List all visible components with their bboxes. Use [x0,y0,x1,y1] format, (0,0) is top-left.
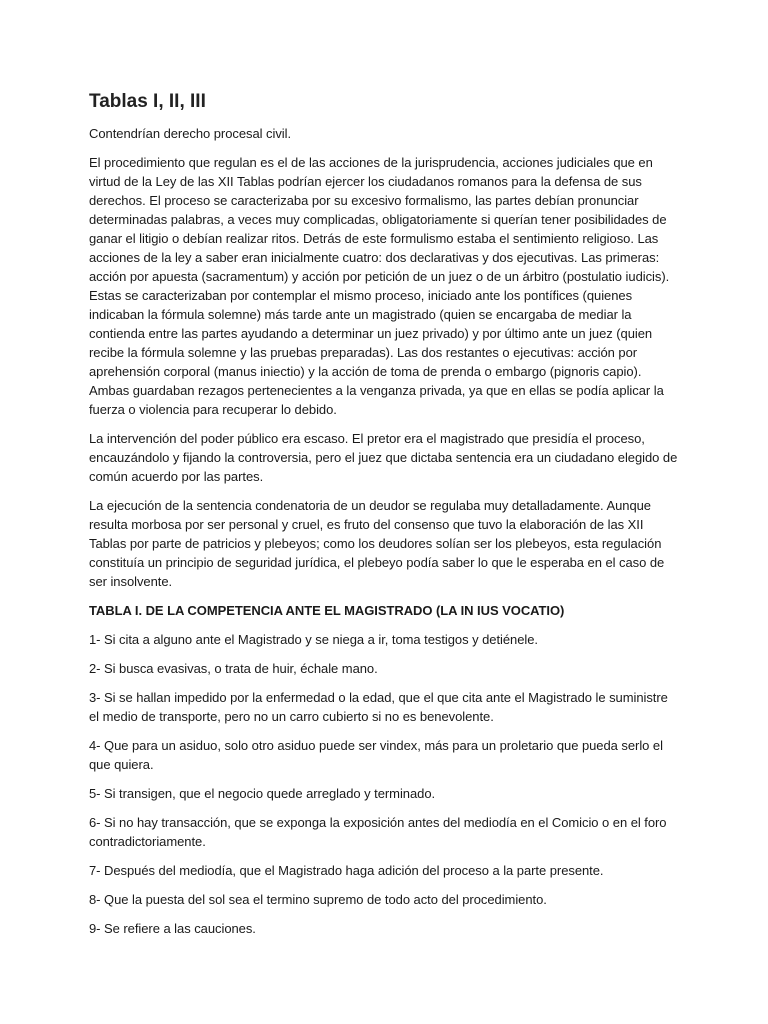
list-item: 1- Si cita a alguno ante el Magistrado y se niega a ir, toma testigos y detiénele. [89,632,538,647]
paragraph-intro: Contendrían derecho procesal civil. [89,126,292,141]
list-item: 4- Que para un asiduo, solo otro asiduo puede ser vindex, más para un proletario que pueda serlo el que quiera. [89,738,663,772]
list-item: 9- Se refiere a las cauciones. [89,921,256,936]
paragraph-execution: La ejecución de la sentencia condenatoria de un deudor se regulaba muy detalladamente. Aunque resulta morbosa por ser personal y cruel, es fruto del consenso que tuvo la elaboración de las XII Tablas por parte de patricios y plebeyos; como los deudores solían ser los plebeyos, esta regulación constituía un principio de seguridad jurídica, el plebeyo podía saber lo que le esperaba en el caso de ser insolvente. [89,498,665,589]
list-item: 6- Si no hay transacción, que se exponga la exposición antes del mediodía en el Comicio o en el foro contradictoriamente. [89,815,667,849]
list-item: 8- Que la puesta del sol sea el termino supremo de todo acto del procedimiento. [89,892,547,907]
paragraph-public-power: La intervención del poder público era escaso. El pretor era el magistrado que presidía el proceso, encauzándolo y fijando la controversia, pero el juez que dictaba sentencia era un ciudadano elegido de común acuerdo por las partes. [89,431,678,484]
list-item: 3- Si se hallan impedido por la enfermedad o la edad, que el que cita ante el Magistrado le suministre el medio de transporte, pero no un carro cubierto si no es benevolente. [89,690,668,724]
section-heading: TABLA I. DE LA COMPETENCIA ANTE EL MAGISTRADO (LA IN IUS VOCATIO) [89,603,565,618]
paragraph-procedure: El procedimiento que regulan es el de las acciones de la jurisprudencia, acciones judiciales que en virtud de la Ley de las XII Tablas podrían ejercer los ciudadanos romanos para la defensa de sus derechos. El proceso se caracterizaba por su excesivo formalismo, las partes debían pronunciar determinadas palabras, a veces muy complicadas, obligatoriamente si querían tener posibilidades de ganar el litigio o debían realizar ritos. Detrás de este formulismo estaba el sentimiento religioso. Las acciones de la ley a saber eran inicialmente cuatro: dos declarativas y dos ejecutivas. Las primeras: acción por apuesta (sacramentum) y acción por petición de un juez o de un árbitro (postulatio iudicis). Estas se caracterizaban por contemplar el mismo proceso, iniciado ante los pontífices (quienes indicaban la fórmula solemne) más tarde ante un magistrado (quien se encargaba de mediar la contienda entre las partes ayudando a determinar un juez privado) y por último ante un juez (quien recibe la fórmula solemne y las pruebas preparadas). Las dos restantes o ejecutivas: acción por aprehensión corporal (manus iniectio) y la acción de toma de prenda o embargo (pignoris capio). Ambas guardaban rezagos pertenecientes a la venganza privada, ya que en ellas se podía aplicar la fuerza o violencia para recuperar lo debido. [89,155,670,417]
list-item: 2- Si busca evasivas, o trata de huir, échale mano. [89,661,378,676]
list-item: 7- Después del mediodía, que el Magistrado haga adición del proceso a la parte presente. [89,863,604,878]
list-item: 5- Si transigen, que el negocio quede arreglado y terminado. [89,786,436,801]
page-title: Tablas I, II, III [89,91,206,112]
document-page [89,91,679,948]
